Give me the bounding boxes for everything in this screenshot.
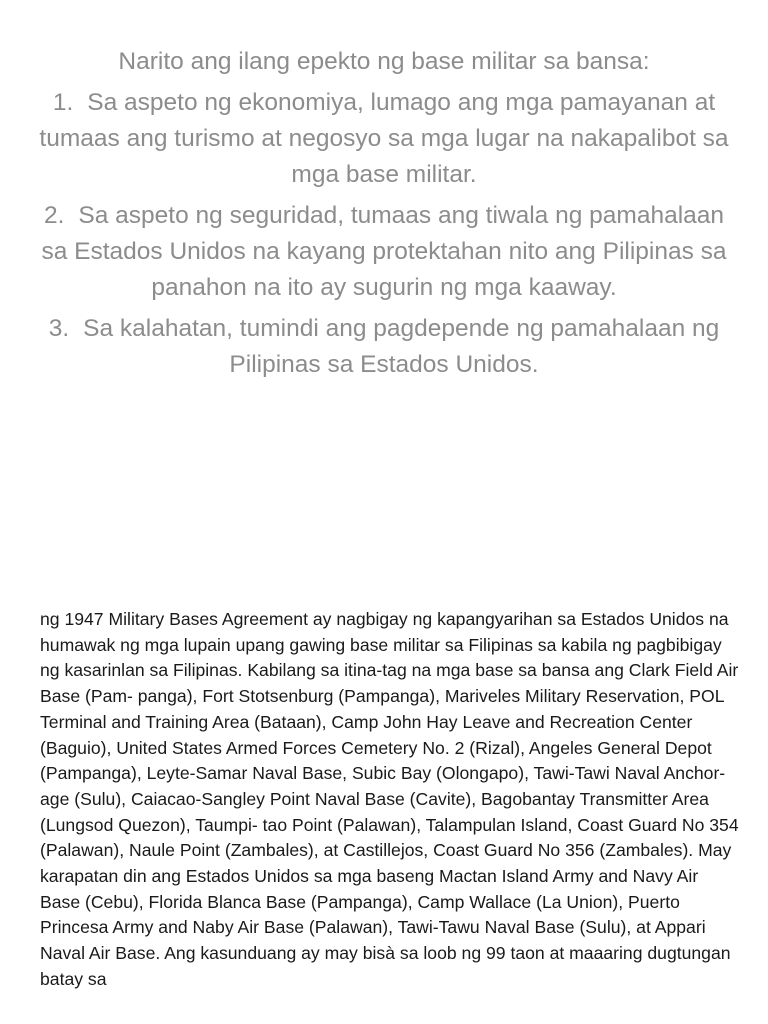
slide-top-section (28, 44, 740, 388)
item-number: 2. (43, 202, 65, 229)
list-item (28, 198, 740, 306)
page-title: Narito ang ilang epekto ng base militar sa bansa: (118, 48, 650, 75)
list-item (28, 311, 740, 383)
item-text: Sa kalahatan, tumindi ang pagdepende ng pamahalaan ng Pilipinas sa Estados Unidos. (83, 315, 720, 378)
item-number: 1. (52, 89, 74, 116)
body-paragraph: ng 1947 Military Bases Agreement ay nagbigay ng kapangyarihan sa Estados Unidos na humawak ng mga lupain upang gawing base militar sa Filipinas sa kabila ng pagbibigay ng kasarinlan sa Filipinas. Kabilang sa itina-tag na mga base sa bansa ang Clark Field Air Base (Pam- panga), Fort Stotsenburg (Pampanga), Mariveles Military Reservation, POL Terminal and Training Area (Bataan), Camp John Hay Leave and Recreation Center (Baguio), United States Armed Forces Cemetery No. 2 (Rizal), Angeles General Depot (Pampanga), Leyte-Samar Naval Base, Subic Bay (Olongapo), Tawi-Tawi Naval Anchor- age (Sulu), Caiacao-Sangley Point Naval Base (Cavite), Bagobantay Transmitter Area (Lungsod Quezon), Taumpi- tao Point (Palawan), Talampulan Island, Coast Guard No 354 (Palawan), Naule Point (Zambales), at Castillejos, Coast Guard No 356 (Zambales). May karapatan din ang Estados Unidos sa mga baseng Mactan Island Army and Navy Air Base (Cebu), Florida Blanca Base (Pampanga), Camp Wallace (La Union), Puerto Princesa Army and Naby Air Base (Palawan), Tawi-Tawu Naval Base (Sulu), at Appari Naval Air Base. Ang kasunduang ay may bisà sa loob ng 99 taon at maaaring dugtungan batay sa (40, 609, 739, 989)
item-number: 3. (48, 315, 70, 342)
item-text: Sa aspeto ng ekonomiya, lumago ang mga pamayanan at tumaas ang turismo at negosyo sa mga lugar na nakapalibot sa mga base militar. (39, 89, 729, 188)
item-text: Sa aspeto ng seguridad, tumaas ang tiwala ng pamahalaan sa Estados Unidos na kayang protektahan nito ang Pilipinas sa panahon na ito ay sugurin ng mga kaaway. (41, 202, 727, 301)
list-item (28, 85, 740, 193)
effects-list (28, 85, 740, 383)
